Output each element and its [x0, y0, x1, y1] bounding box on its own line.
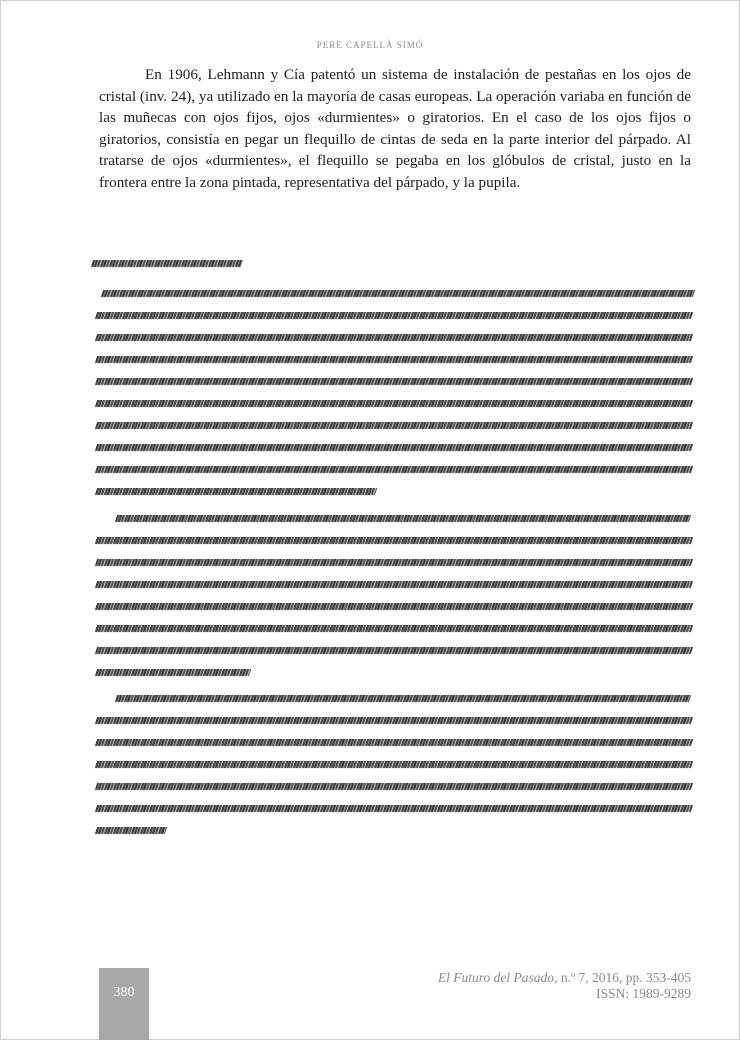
journal-title: El Futuro del Pasado: [437, 970, 555, 985]
illegible-line: [96, 687, 694, 709]
illegible-line: [96, 573, 694, 595]
journal-reference: [331, 970, 691, 986]
illegible-line: [96, 639, 694, 661]
illegible-line: [96, 731, 694, 753]
running-head: PERE CAPELLÀ SIMÓ: [316, 40, 424, 50]
illegible-line: [96, 436, 694, 458]
illegible-paragraph-2: [96, 507, 694, 683]
body-paragraph: En 1906, Lehmann y Cía patentó un sistema de instalación de pestañas en los ojos de cristal (inv. 24), ya utilizado en la mayoría de casas europeas. La operación variaba en función de las muñecas con ojos fijos, ojos «durmientes» o giratorios. En el caso de los ojos fijos o giratorios, consistía en pegar un flequillo de cintas de seda en la parte interior del párpado. Al tratarse de ojos «durmientes», el flequillo se pegaba en los glóbulos de cristal, justo en la frontera entre la zona pintada, representativa del párpado, y la pupila.: [99, 66, 691, 191]
illegible-line: [96, 392, 694, 414]
illegible-heading: [92, 252, 246, 270]
illegible-line: [96, 595, 694, 617]
illegible-line: [96, 370, 694, 392]
illegible-line: [96, 753, 694, 775]
page-number-tab: [99, 968, 149, 1040]
illegible-line: [96, 709, 694, 731]
journal-issue: , n.º 7, 2016, pp. 353-405: [554, 970, 691, 985]
illegible-line: [96, 529, 694, 551]
illegible-line: [96, 797, 694, 819]
illegible-line: [96, 414, 694, 436]
illegible-line: [96, 507, 694, 529]
journal-citation: [331, 970, 691, 1002]
illegible-line: [96, 282, 694, 304]
illegible-line: [96, 661, 694, 683]
illegible-line: [96, 551, 694, 573]
body-text: [99, 64, 691, 194]
illegible-line: [96, 348, 694, 370]
illegible-paragraph-1: [96, 282, 694, 502]
illegible-line: [96, 819, 694, 841]
page-number: 380: [113, 985, 135, 1000]
illegible-line: [96, 304, 694, 326]
illegible-line: [96, 480, 694, 502]
illegible-line: [96, 326, 694, 348]
illegible-line: [96, 458, 694, 480]
illegible-line: [96, 617, 694, 639]
journal-issn: ISSN: 1989-9289: [596, 986, 691, 1001]
illegible-paragraph-3: [96, 687, 694, 841]
illegible-line: [96, 775, 694, 797]
